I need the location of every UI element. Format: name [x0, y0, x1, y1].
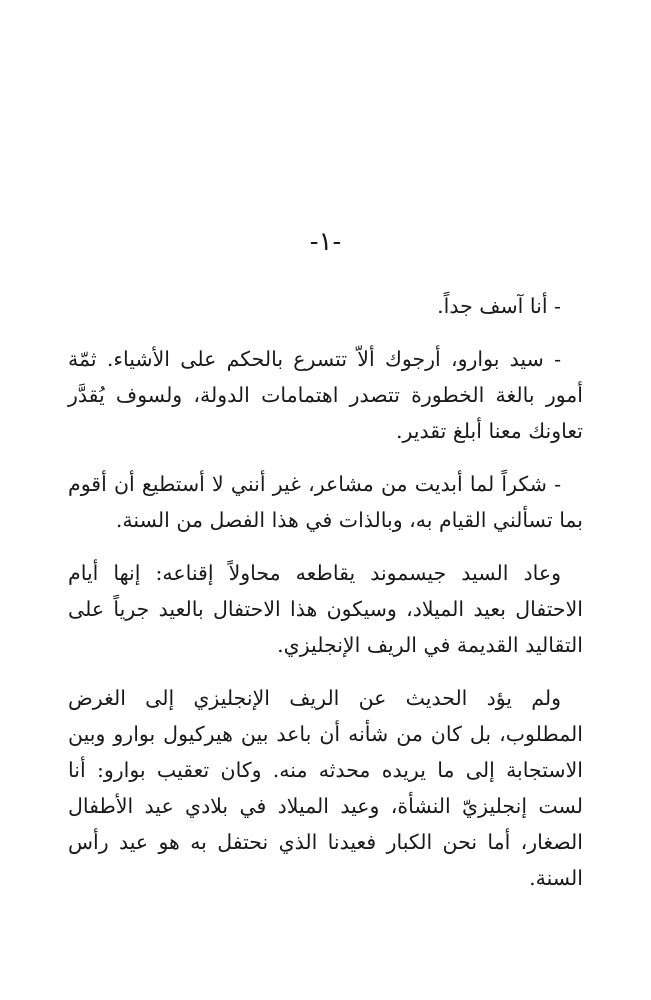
paragraph-4: وعاد السيد جيسموند يقاطعه محاولاً إقناعه: إنها أيام الاحتفال بعيد الميلاد، وسيكون هذا الاحتفال بالعيد جرياً على التقاليد القديمة في الريف الإنجليزي.	[68, 561, 583, 657]
paragraph-3: - شكراً لما أبديت من مشاعر، غير أنني لا أستطيع أن أقوم بما تسألني القيام به، وبالذات في هذا الفصل من السنة.	[68, 472, 583, 532]
paragraph-1: - أنا آسف جداً.	[437, 294, 561, 318]
paragraph-2: - سيد بوارو، أرجوك ألاّ تتسرع بالحكم على الأشياء. ثمّة أمور بالغة الخطورة تتصدر اهتمامات الدولة، ولسوف يُقدَّر تعاونك معنا أبلغ تقدير.	[68, 347, 583, 443]
chapter-number: -١-	[309, 227, 342, 257]
book-page	[68, 222, 583, 913]
paragraph-5: ولم يؤد الحديث عن الريف الإنجليزي إلى الغرض المطلوب، بل كان من شأنه أن باعد بين هيركيول بوارو وبين الاستجابة إلى ما يريده محدثه منه. وكان تعقيب بوارو: أنا لست إنجليزيّ النشأة، وعيد الميلاد في بلادي عيد الأطفال الصغار، أما نحن الكبار فعيدنا الذي نحتفل به هو عيد رأس السنة.	[68, 686, 583, 890]
